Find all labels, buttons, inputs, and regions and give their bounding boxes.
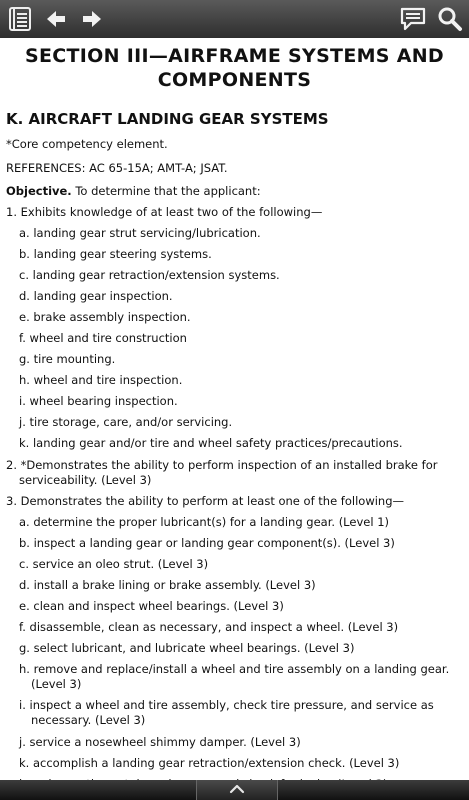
list-item: k. landing gear and/or tire and wheel safety practices/precautions. xyxy=(19,436,403,450)
forward-arrow-icon[interactable] xyxy=(76,3,108,35)
table-of-contents-icon[interactable] xyxy=(4,3,36,35)
list-item: c. service an oleo strut. (Level 3) xyxy=(19,557,209,571)
list-item: b. landing gear steering systems. xyxy=(19,247,212,261)
core-note: *Core competency element. xyxy=(6,137,168,151)
list-item: h. remove and replace/install a wheel and tire assembly on a landing gear. xyxy=(19,662,450,676)
back-arrow-icon[interactable] xyxy=(40,3,72,35)
document-page[interactable] xyxy=(0,38,469,780)
list-item: g. select lubricant, and lubricate wheel bearings. (Level 3) xyxy=(19,641,355,655)
list-item: j. service a nosewheel shimmy damper. (Level 3) xyxy=(19,735,301,749)
list-item: c. landing gear retraction/extension systems. xyxy=(19,268,280,282)
references: REFERENCES: AC 65-15A; AMT-A; JSAT. xyxy=(6,161,228,175)
comment-icon[interactable] xyxy=(397,3,429,35)
list-item-continuation: serviceability. (Level 3) xyxy=(19,473,152,487)
list-item: 3. Demonstrates the ability to perform at least one of the following— xyxy=(6,494,405,508)
chevron-up-icon xyxy=(230,784,244,794)
top-toolbar xyxy=(0,0,469,38)
list-item: f. wheel and tire construction xyxy=(19,331,187,345)
list-item: i. wheel bearing inspection. xyxy=(19,394,178,408)
list-item: e. clean and inspect wheel bearings. (Level 3) xyxy=(19,599,284,613)
bottom-bar xyxy=(0,780,469,800)
subsection-heading: K. AIRCRAFT LANDING GEAR SYSTEMS xyxy=(6,110,329,128)
list-item-continuation: necessary. (Level 3) xyxy=(31,713,146,727)
list-item: h. wheel and tire inspection. xyxy=(19,373,183,387)
list-item: f. disassemble, clean as necessary, and inspect a wheel. (Level 3) xyxy=(19,620,399,634)
list-item: i. inspect a wheel and tire assembly, check tire pressure, and service as xyxy=(19,698,434,712)
list-item: d. landing gear inspection. xyxy=(19,289,173,303)
list-item-continuation: (Level 3) xyxy=(31,677,82,691)
list-item: g. tire mounting. xyxy=(19,352,116,366)
list-item: k. accomplish a landing gear retraction/extension check. (Level 3) xyxy=(19,756,400,770)
expand-toolbar-tab[interactable] xyxy=(196,780,278,800)
list-item: a. landing gear strut servicing/lubrication. xyxy=(19,226,261,240)
section-title: SECTION III—AIRFRAME SYSTEMS AND COMPONENTS xyxy=(25,45,444,91)
objective xyxy=(6,184,261,199)
objective-text: To determine that the applicant: xyxy=(71,184,261,198)
list-item: d. install a brake lining or brake assembly. (Level 3) xyxy=(19,578,316,592)
list-item: j. tire storage, care, and/or servicing. xyxy=(19,415,233,429)
list-item: 2. *Demonstrates the ability to perform inspection of an installed brake for xyxy=(6,458,438,472)
objective-label: Objective. xyxy=(6,184,72,198)
list-item: a. determine the proper lubricant(s) for a landing gear. (Level 1) xyxy=(19,515,389,529)
search-icon[interactable] xyxy=(434,3,466,35)
list-item: 1. Exhibits knowledge of at least two of the following— xyxy=(6,205,323,219)
list-item: b. inspect a landing gear or landing gear component(s). (Level 3) xyxy=(19,536,395,550)
list-item: e. brake assembly inspection. xyxy=(19,310,191,324)
